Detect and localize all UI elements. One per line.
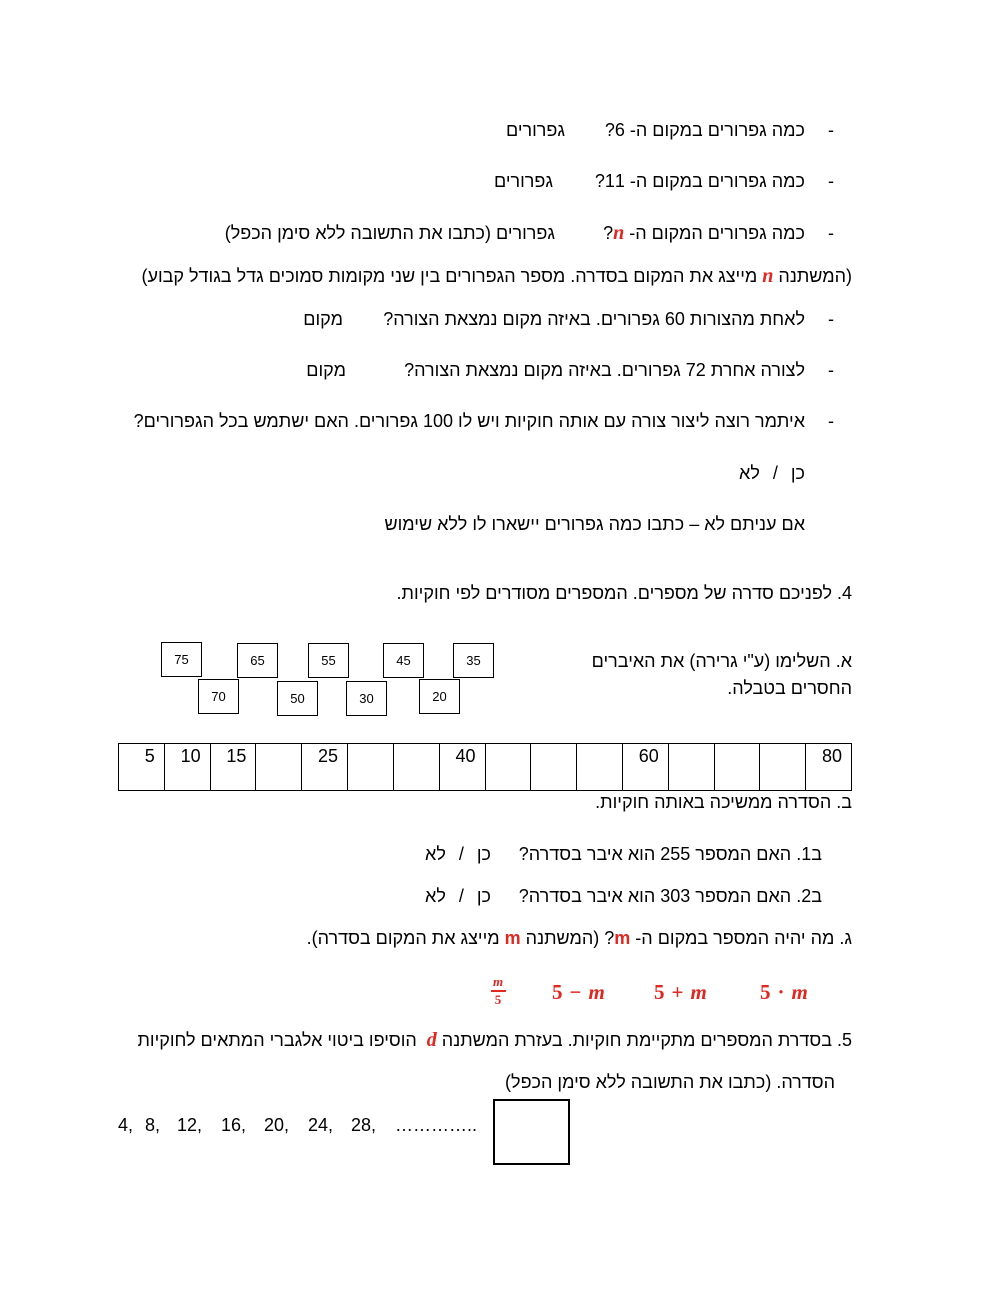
table-cell: 10 [164,744,210,791]
fraction-numerator: m [492,974,504,989]
drag-tile[interactable]: 65 [237,643,278,678]
bullet-dash: - [828,360,834,380]
fraction-denominator: 5 [494,992,502,1007]
bullet-dash: - [828,411,834,431]
answer-field-place-72[interactable] [348,358,392,382]
yes-no-choice-100 [739,462,805,484]
unit-matches: גפרורים [493,171,553,191]
note-text: מייצג את המקום בסדרה. מספר הגפרורים בין שני מקומות סמוכים גדל בגודל קבוע) [141,266,763,286]
question-text: מייצג את המקום בסדרה). [306,928,505,948]
choice-no[interactable]: לא [425,844,446,864]
variable-n: n [762,265,774,287]
bullet-dash: - [828,120,834,140]
option-number: 5 [760,980,771,1004]
choice-yes[interactable]: כן [476,844,491,864]
sequence-ellipsis: ………….. [395,1115,478,1135]
table-cell-drop-target[interactable] [577,744,623,791]
sequence-term: 24, [308,1115,334,1135]
table-cell-drop-target[interactable] [348,744,394,791]
sequence-term: 8, [145,1115,161,1135]
bullet-dash: - [828,223,834,243]
option-variable: m [588,980,605,1004]
variable-d: d [426,1029,437,1051]
option-operator: + [671,980,684,1004]
choice-separator: / [458,886,464,906]
drag-tile[interactable]: 70 [198,679,239,714]
question-b1: ב1. האם המספר 255 הוא איבר בסדרה? [518,844,822,864]
table-cell-drop-target[interactable] [485,744,531,791]
drag-tile[interactable]: 30 [346,681,387,716]
section-4-title: 4. לפניכם סדרה של מספרים. המספרים מסודרים לפי חוקיות. [396,583,852,603]
answer-field-place-6[interactable] [567,118,598,142]
option-operator: · [777,980,785,1004]
table-cell: 25 [302,744,348,791]
answer-field-place-n[interactable] [558,221,596,245]
bullet-dash: - [828,171,834,191]
table-cell-drop-target[interactable] [256,744,302,791]
choice-yes[interactable]: כן [476,886,491,906]
option-5-plus-m[interactable] [654,980,707,1004]
sequence-term: 4, [118,1115,134,1135]
sequence-row [119,744,852,791]
answer-field-place-60[interactable] [345,307,373,331]
variable-m: m [614,928,631,948]
unit-place: מקום [303,309,343,329]
option-variable: m [791,980,808,1004]
question-place-11: כמה גפרורים במקום ה- 11? [594,171,805,191]
question-mark: ? [603,223,614,243]
option-number: 5 [552,980,563,1004]
drag-tile[interactable]: 35 [453,643,494,678]
question-60-matches: לאחת מהצורות 60 גפרורים. באיזה מקום נמצאת הצורה? [383,309,805,329]
section-5-instruction-line2: הסדרה. (כתבו את התשובה ללא סימן הכפל) [505,1072,835,1092]
unit-matches-instruction: גפרורים (כתבו את התשובה ללא סימן הכפל) [224,223,555,243]
instruction-text: 5. בסדרת המספרים מתקיימת חוקיות. בעזרת המשתנה [436,1030,852,1050]
table-cell-drop-target[interactable] [393,744,439,791]
unit-matches: גפרורים [505,120,565,140]
table-cell: 15 [210,744,256,791]
sequence-table [118,743,852,791]
choice-separator: / [772,463,778,483]
question-100-matches: איתמר רוצה ליצור צורה עם אותה חוקיות ויש לו 100 גפרורים. האם ישתמש בכל הגפרורים? [133,411,805,431]
table-cell-drop-target[interactable] [760,744,806,791]
option-5-minus-m[interactable] [552,980,605,1004]
table-cell: 60 [622,744,668,791]
choice-no[interactable]: לא [425,886,446,906]
sequence-term: 16, [221,1115,247,1135]
answer-box[interactable] [493,1099,570,1165]
answer-field-place-11[interactable] [556,169,587,193]
sequence-term: 12, [177,1115,203,1135]
section-5-instruction [137,1029,852,1051]
yes-no-choice-b2 [425,885,491,907]
question-text: ג. מה יהיה המספר במקום ה- [630,928,852,948]
drag-tile[interactable]: 55 [308,643,349,678]
drag-tile[interactable]: 45 [383,643,424,678]
variable-note [141,265,852,287]
question-place-6: כמה גפרורים במקום ה- 6? [604,120,805,140]
part-b-title: ב. הסדרה ממשיכה באותה חוקיות. [595,792,852,812]
table-cell: 80 [806,744,852,791]
part-a-instruction-line1: א. השלימו (ע"י גרירה) את האיברים [591,651,852,671]
option-operator: − [569,980,582,1004]
option-5-times-m[interactable] [760,980,808,1004]
drag-tile[interactable]: 75 [161,642,202,677]
question-place-n [603,222,805,244]
table-cell: 40 [439,744,485,791]
bullet-dash: - [828,309,834,329]
variable-n: n [613,222,625,244]
choice-separator: / [458,844,464,864]
followup-leftover: אם עניתם לא – כתבו כמה גפרורים יישארו לו ללא שימוש [384,514,805,534]
part-a-instruction-line2: החסרים בטבלה. [727,678,852,698]
instruction-text: הוסיפו ביטוי אלגברי המתאים לחוקיות [137,1030,427,1050]
table-cell-drop-target[interactable] [714,744,760,791]
choice-yes[interactable]: כן [790,463,805,483]
question-text: ? (המשתנה [520,928,615,948]
sequence-term: 28, [351,1115,377,1135]
question-text: כמה גפרורים המקום ה- [624,223,805,243]
sequence-term: 20, [264,1115,290,1135]
choice-no[interactable]: לא [739,463,760,483]
option-number: 5 [654,980,665,1004]
note-text: (המשתנה [773,266,852,286]
unit-place: מקום [306,360,346,380]
drag-tile[interactable]: 20 [419,679,460,714]
table-cell-drop-target[interactable] [668,744,714,791]
variable-m: m [504,928,521,948]
question-b2: ב2. האם המספר 303 הוא איבר בסדרה? [518,886,822,906]
table-cell: 5 [119,744,165,791]
yes-no-choice-b1 [425,843,491,865]
question-c [307,927,852,949]
option-m-over-5[interactable] [489,975,507,1007]
drag-tile[interactable]: 50 [277,681,318,716]
table-cell-drop-target[interactable] [531,744,577,791]
option-variable: m [690,980,707,1004]
question-72-matches: לצורה אחרת 72 גפרורים. באיזה מקום נמצאת הצורה? [404,360,805,380]
